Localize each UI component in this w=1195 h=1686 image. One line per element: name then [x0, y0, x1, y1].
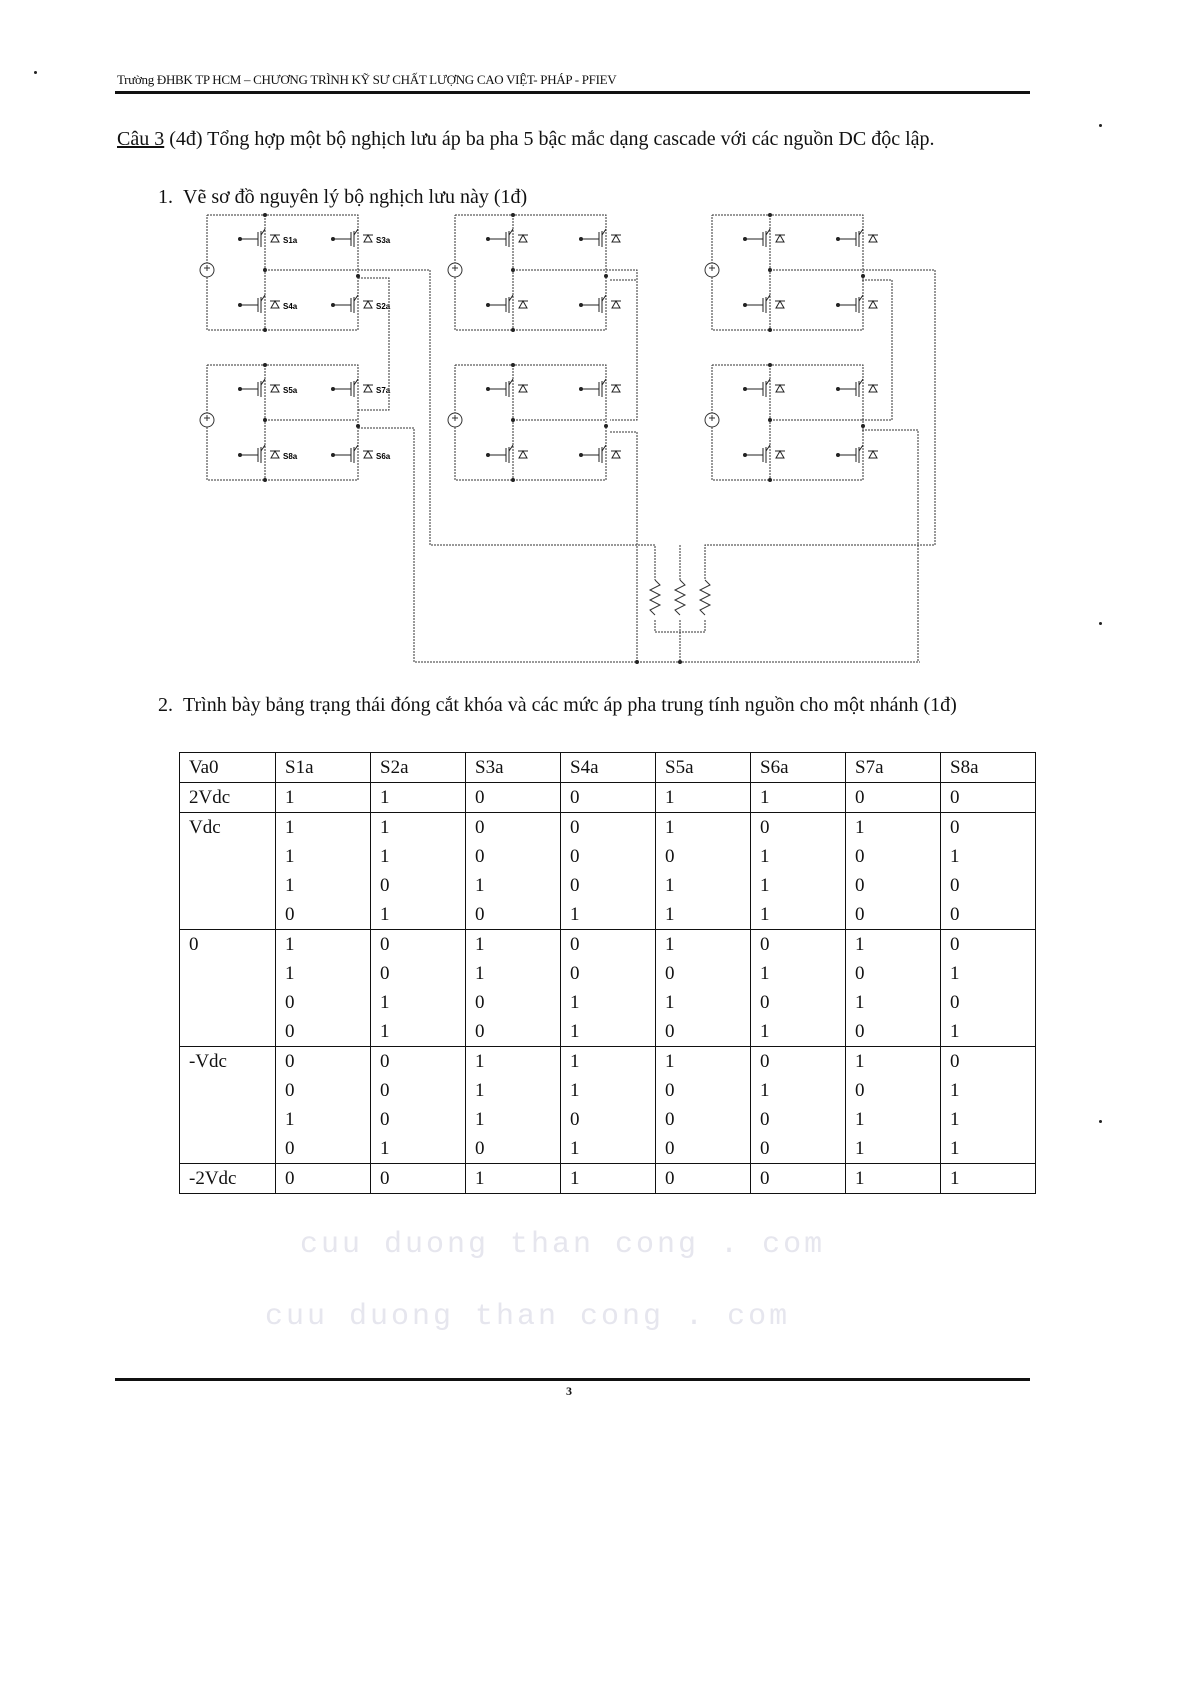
node: [263, 213, 267, 217]
igbt-icon: [488, 232, 506, 246]
igbt-icon: [581, 232, 599, 246]
load-inductor-icon: [675, 580, 685, 615]
diode-icon: [364, 301, 372, 308]
diode-icon: [612, 235, 620, 242]
switch-state-cell: 0: [751, 1164, 846, 1194]
switch-state-cell: 1: [751, 900, 846, 930]
switch-state-cell: 0: [656, 842, 751, 871]
switch-state-cell: 1: [561, 1134, 656, 1164]
switch-state-cell: 1: [656, 813, 751, 843]
switch-state-cell: 0: [371, 1164, 466, 1194]
node: [511, 328, 515, 332]
diode-icon: [271, 301, 279, 308]
igbt-icon: [745, 298, 763, 312]
switch-state-cell: 1: [751, 1017, 846, 1047]
switch-state-cell: 1: [466, 1164, 561, 1194]
switch-state-cell: 1: [656, 783, 751, 813]
node: [511, 478, 515, 482]
switch-state-cell: 0: [276, 1047, 371, 1077]
switch-state-cell: 1: [656, 930, 751, 960]
switch-state-cell: 0: [846, 783, 941, 813]
igbt-icon: [602, 379, 606, 385]
switch-state-cell: 0: [276, 900, 371, 930]
table-row: [180, 1134, 1036, 1164]
switch-state-cell: 1: [846, 1105, 941, 1134]
load-inductor-icon: [700, 580, 710, 615]
table-row: [180, 900, 1036, 930]
switch-state-cell: 0: [371, 1047, 466, 1077]
igbt-icon: [602, 295, 606, 301]
switch-state-cell: 0: [466, 988, 561, 1017]
scan-dot: [1099, 1120, 1102, 1123]
igbt-icon: [766, 295, 770, 301]
switch-state-cell: 1: [561, 1076, 656, 1105]
igbt-icon: [838, 232, 856, 246]
switch-state-cell: 1: [846, 930, 941, 960]
voltage-level-cell: [180, 842, 276, 871]
footer-rule: [115, 1378, 1030, 1381]
switch-state-cell: 1: [846, 1047, 941, 1077]
question-label: Câu 3: [117, 128, 165, 150]
switch-state-cell: 1: [371, 988, 466, 1017]
switch-state-cell: 0: [276, 1134, 371, 1164]
igbt-icon: [354, 445, 358, 451]
igbt-icon: [745, 382, 763, 396]
voltage-level-cell: [180, 1017, 276, 1047]
switch-state-cell: 0: [561, 959, 656, 988]
watermark: cuu duong than cong . com: [265, 1300, 791, 1334]
igbt-icon: [240, 298, 258, 312]
switch-state-cell: 1: [371, 1134, 466, 1164]
voltage-level-cell: 2Vdc: [180, 783, 276, 813]
igbt-icon: [509, 229, 513, 235]
switch-state-cell: 1: [466, 930, 561, 960]
igbt-icon: [838, 298, 856, 312]
bridge-frame: [207, 365, 358, 480]
switch-state-cell: 1: [656, 988, 751, 1017]
switch-state-cell: 0: [561, 930, 656, 960]
table-row: [180, 1017, 1036, 1047]
switch-label: S7a: [376, 386, 391, 395]
igbt-icon: [745, 448, 763, 462]
switch-state-cell: 0: [751, 813, 846, 843]
column-header: S3a: [466, 753, 561, 783]
node: [511, 418, 515, 422]
item-text: Trình bày bảng trạng thái đóng cắt khóa và các mức áp pha trung tính nguồn cho một nhánh (1đ): [183, 694, 957, 716]
switch-state-cell: 0: [371, 959, 466, 988]
switch-state-cell: 0: [941, 813, 1036, 843]
table-row: [180, 783, 1036, 813]
igbt-icon: [354, 229, 358, 235]
switch-state-cell: 1: [371, 783, 466, 813]
igbt-icon: [602, 445, 606, 451]
diode-icon: [776, 385, 784, 392]
switch-state-cell: 1: [561, 1017, 656, 1047]
bridge-frame: [455, 215, 606, 330]
node: [861, 424, 865, 428]
switch-state-cell: 0: [941, 1047, 1036, 1077]
switch-state-cell: 0: [656, 1076, 751, 1105]
voltage-level-cell: -Vdc: [180, 1047, 276, 1077]
switch-state-cell: 1: [846, 988, 941, 1017]
switch-state-cell: 0: [846, 959, 941, 988]
switch-state-cell: 1: [561, 1164, 656, 1194]
igbt-icon: [766, 229, 770, 235]
igbt-icon: [581, 382, 599, 396]
switch-state-cell: 1: [276, 930, 371, 960]
igbt-icon: [581, 298, 599, 312]
diode-icon: [869, 235, 877, 242]
switch-state-cell: 0: [371, 871, 466, 900]
igbt-icon: [859, 379, 863, 385]
switch-state-cell: 1: [466, 1105, 561, 1134]
igbt-icon: [509, 445, 513, 451]
switch-state-cell: 1: [561, 900, 656, 930]
igbt-icon: [354, 379, 358, 385]
switch-state-cell: 1: [941, 959, 1036, 988]
voltage-level-cell: [180, 1134, 276, 1164]
node: [768, 213, 772, 217]
igbt-icon: [838, 382, 856, 396]
switch-state-cell: 1: [276, 783, 371, 813]
igbt-icon: [745, 232, 763, 246]
wire: [655, 620, 680, 632]
table-row: [180, 1105, 1036, 1134]
column-header: S6a: [751, 753, 846, 783]
diode-icon: [519, 451, 527, 458]
switch-state-cell: 0: [561, 871, 656, 900]
igbt-icon: [240, 382, 258, 396]
igbt-icon: [240, 448, 258, 462]
switch-state-cell: 0: [941, 930, 1036, 960]
scan-dot: [1099, 622, 1102, 625]
switch-state-cell: 0: [846, 900, 941, 930]
table-row: [180, 813, 1036, 843]
diode-icon: [271, 451, 279, 458]
switch-state-cell: 1: [371, 842, 466, 871]
switch-state-cell: 0: [276, 988, 371, 1017]
table-row: [180, 842, 1036, 871]
switch-state-cell: 0: [941, 900, 1036, 930]
node: [511, 363, 515, 367]
switch-state-cell: 0: [656, 1105, 751, 1134]
switch-label: S4a: [283, 302, 298, 311]
node: [356, 424, 360, 428]
voltage-level-cell: [180, 988, 276, 1017]
switch-state-cell: 0: [276, 1164, 371, 1194]
switch-state-cell: 1: [941, 1134, 1036, 1164]
item-text: Vẽ sơ đồ nguyên lý bộ nghịch lưu này (1đ): [183, 186, 528, 208]
switch-state-cell: 1: [846, 813, 941, 843]
switch-state-cell: 1: [751, 1076, 846, 1105]
bridge-frame: [712, 215, 863, 330]
switch-state-cell: 1: [751, 842, 846, 871]
table-header-row: [180, 753, 1036, 783]
bridge-frame: [712, 365, 863, 480]
switch-state-cell: 0: [466, 842, 561, 871]
diode-icon: [364, 385, 372, 392]
diode-icon: [776, 235, 784, 242]
bridge-frame: [455, 365, 606, 480]
switch-state-cell: 0: [466, 900, 561, 930]
column-header: S4a: [561, 753, 656, 783]
diode-icon: [271, 385, 279, 392]
switch-state-cell: 0: [846, 871, 941, 900]
diode-icon: [364, 451, 372, 458]
switch-state-cell: 0: [656, 959, 751, 988]
table-row: [180, 959, 1036, 988]
igbt-icon: [333, 448, 351, 462]
switch-state-cell: 0: [371, 1076, 466, 1105]
igbt-icon: [261, 295, 265, 301]
igbt-icon: [354, 295, 358, 301]
switch-state-cell: 0: [656, 1134, 751, 1164]
scan-dot: [34, 71, 37, 74]
switch-state-cell: 1: [751, 871, 846, 900]
switch-state-cell: 0: [466, 1134, 561, 1164]
question-body: (4đ) Tổng hợp một bộ nghịch lưu áp ba pha 5 bậc mắc dạng cascade với các nguồn DC độc lập.: [164, 128, 935, 150]
diode-icon: [869, 385, 877, 392]
switch-state-cell: 1: [656, 871, 751, 900]
switch-label: S3a: [376, 236, 391, 245]
voltage-level-cell: [180, 959, 276, 988]
voltage-level-cell: Vdc: [180, 813, 276, 843]
watermark: cuu duong than cong . com: [300, 1228, 826, 1262]
switching-state-table: [179, 752, 1036, 1194]
switch-state-cell: 1: [371, 813, 466, 843]
switch-state-cell: 0: [561, 783, 656, 813]
voltage-level-cell: [180, 1105, 276, 1134]
switch-state-cell: 1: [751, 783, 846, 813]
switch-state-cell: 0: [276, 1017, 371, 1047]
voltage-level-cell: [180, 1076, 276, 1105]
switch-state-cell: 0: [466, 783, 561, 813]
switch-state-cell: 1: [466, 1076, 561, 1105]
column-header: S2a: [371, 753, 466, 783]
page-header: Trường ĐHBK TP HCM – CHƯƠNG TRÌNH KỸ SƯ CHẤT LƯỢNG CAO VIỆT- PHÁP - PFIEV: [117, 72, 617, 87]
switch-label: S8a: [283, 452, 298, 461]
node: [263, 478, 267, 482]
switch-state-cell: 0: [751, 1105, 846, 1134]
column-header: Va0: [180, 753, 276, 783]
node: [604, 424, 608, 428]
switch-state-cell: 1: [561, 988, 656, 1017]
switch-state-cell: 0: [466, 1017, 561, 1047]
switch-label: S5a: [283, 386, 298, 395]
switch-state-cell: 1: [371, 900, 466, 930]
voltage-level-cell: 0: [180, 930, 276, 960]
switch-state-cell: 1: [941, 1076, 1036, 1105]
igbt-icon: [859, 295, 863, 301]
table-row: [180, 930, 1036, 960]
node: [604, 274, 608, 278]
igbt-icon: [488, 382, 506, 396]
switch-state-cell: 1: [276, 813, 371, 843]
item-number: 1.: [158, 186, 173, 208]
node: [635, 660, 639, 664]
table-row: [180, 988, 1036, 1017]
column-header: S1a: [276, 753, 371, 783]
switch-state-cell: 0: [656, 1164, 751, 1194]
switch-state-cell: 1: [276, 959, 371, 988]
node: [768, 328, 772, 332]
voltage-level-cell: -2Vdc: [180, 1164, 276, 1194]
switch-state-cell: 0: [371, 930, 466, 960]
switch-state-cell: 1: [466, 1047, 561, 1077]
switch-state-cell: 1: [466, 959, 561, 988]
column-header: S5a: [656, 753, 751, 783]
table-row: [180, 1047, 1036, 1077]
igbt-icon: [488, 448, 506, 462]
igbt-icon: [240, 232, 258, 246]
switch-state-cell: 0: [561, 813, 656, 843]
switch-state-cell: 0: [751, 988, 846, 1017]
igbt-icon: [859, 229, 863, 235]
igbt-icon: [766, 379, 770, 385]
diode-icon: [271, 235, 279, 242]
node: [511, 213, 515, 217]
voltage-level-cell: [180, 900, 276, 930]
node: [861, 274, 865, 278]
switch-state-cell: 0: [561, 842, 656, 871]
diode-icon: [776, 301, 784, 308]
switch-state-cell: 0: [371, 1105, 466, 1134]
column-header: S8a: [941, 753, 1036, 783]
igbt-icon: [581, 448, 599, 462]
switch-state-cell: 0: [941, 988, 1036, 1017]
diode-icon: [519, 235, 527, 242]
wire: [705, 270, 935, 580]
igbt-icon: [509, 379, 513, 385]
inverter-schematic: [0, 0, 1195, 690]
column-header: S7a: [846, 753, 941, 783]
diode-icon: [519, 301, 527, 308]
node: [768, 478, 772, 482]
diode-icon: [776, 451, 784, 458]
wire: [862, 430, 918, 662]
igbt-icon: [766, 445, 770, 451]
switch-state-cell: 0: [466, 813, 561, 843]
igbt-icon: [261, 229, 265, 235]
diode-icon: [612, 385, 620, 392]
load-inductor-icon: [650, 580, 660, 615]
table-row: [180, 1076, 1036, 1105]
switch-state-cell: 0: [846, 1076, 941, 1105]
node: [356, 274, 360, 278]
table-row: [180, 871, 1036, 900]
igbt-icon: [602, 229, 606, 235]
switch-state-cell: 1: [846, 1134, 941, 1164]
diode-icon: [612, 451, 620, 458]
node: [768, 418, 772, 422]
switch-state-cell: 0: [846, 842, 941, 871]
diode-icon: [869, 301, 877, 308]
switch-state-cell: 1: [466, 871, 561, 900]
igbt-icon: [333, 298, 351, 312]
switch-state-cell: 1: [276, 871, 371, 900]
switch-state-cell: 1: [276, 842, 371, 871]
igbt-icon: [261, 445, 265, 451]
voltage-level-cell: [180, 871, 276, 900]
switch-state-cell: 1: [941, 1164, 1036, 1194]
item-number: 2.: [158, 694, 173, 716]
item-2: [158, 692, 1033, 719]
switch-label: S6a: [376, 452, 391, 461]
igbt-icon: [333, 232, 351, 246]
switch-state-cell: 0: [846, 1017, 941, 1047]
switch-state-cell: 1: [656, 900, 751, 930]
switch-state-cell: 1: [941, 1017, 1036, 1047]
switch-state-cell: 1: [656, 1047, 751, 1077]
switch-state-cell: 1: [751, 959, 846, 988]
wire: [610, 432, 637, 662]
switch-state-cell: 1: [941, 1105, 1036, 1134]
node: [263, 418, 267, 422]
scan-dot: [1099, 124, 1102, 127]
switch-state-cell: 1: [941, 842, 1036, 871]
switch-state-cell: 0: [751, 930, 846, 960]
switch-state-cell: 1: [846, 1164, 941, 1194]
diode-icon: [612, 301, 620, 308]
wire: [680, 620, 705, 632]
igbt-icon: [261, 379, 265, 385]
page-number: 3: [566, 1384, 572, 1398]
bridge-frame: [207, 215, 358, 330]
switch-state-cell: 0: [941, 871, 1036, 900]
diode-icon: [364, 235, 372, 242]
node: [263, 363, 267, 367]
wire: [513, 270, 637, 420]
igbt-icon: [333, 382, 351, 396]
igbt-icon: [509, 295, 513, 301]
igbt-icon: [859, 445, 863, 451]
node: [263, 328, 267, 332]
node: [678, 660, 682, 664]
switch-state-cell: 0: [656, 1017, 751, 1047]
switch-state-cell: 1: [371, 1017, 466, 1047]
table-row: [180, 1164, 1036, 1194]
igbt-icon: [838, 448, 856, 462]
switch-state-cell: 0: [751, 1134, 846, 1164]
switch-state-cell: 0: [561, 1105, 656, 1134]
node: [768, 363, 772, 367]
switch-state-cell: 0: [941, 783, 1036, 813]
switch-state-cell: 0: [276, 1076, 371, 1105]
switch-label: S2a: [376, 302, 391, 311]
switch-state-cell: 1: [561, 1047, 656, 1077]
switch-state-cell: 1: [276, 1105, 371, 1134]
switch-state-cell: 0: [751, 1047, 846, 1077]
switch-label: S1a: [283, 236, 298, 245]
igbt-icon: [488, 298, 506, 312]
diode-icon: [869, 451, 877, 458]
diode-icon: [519, 385, 527, 392]
